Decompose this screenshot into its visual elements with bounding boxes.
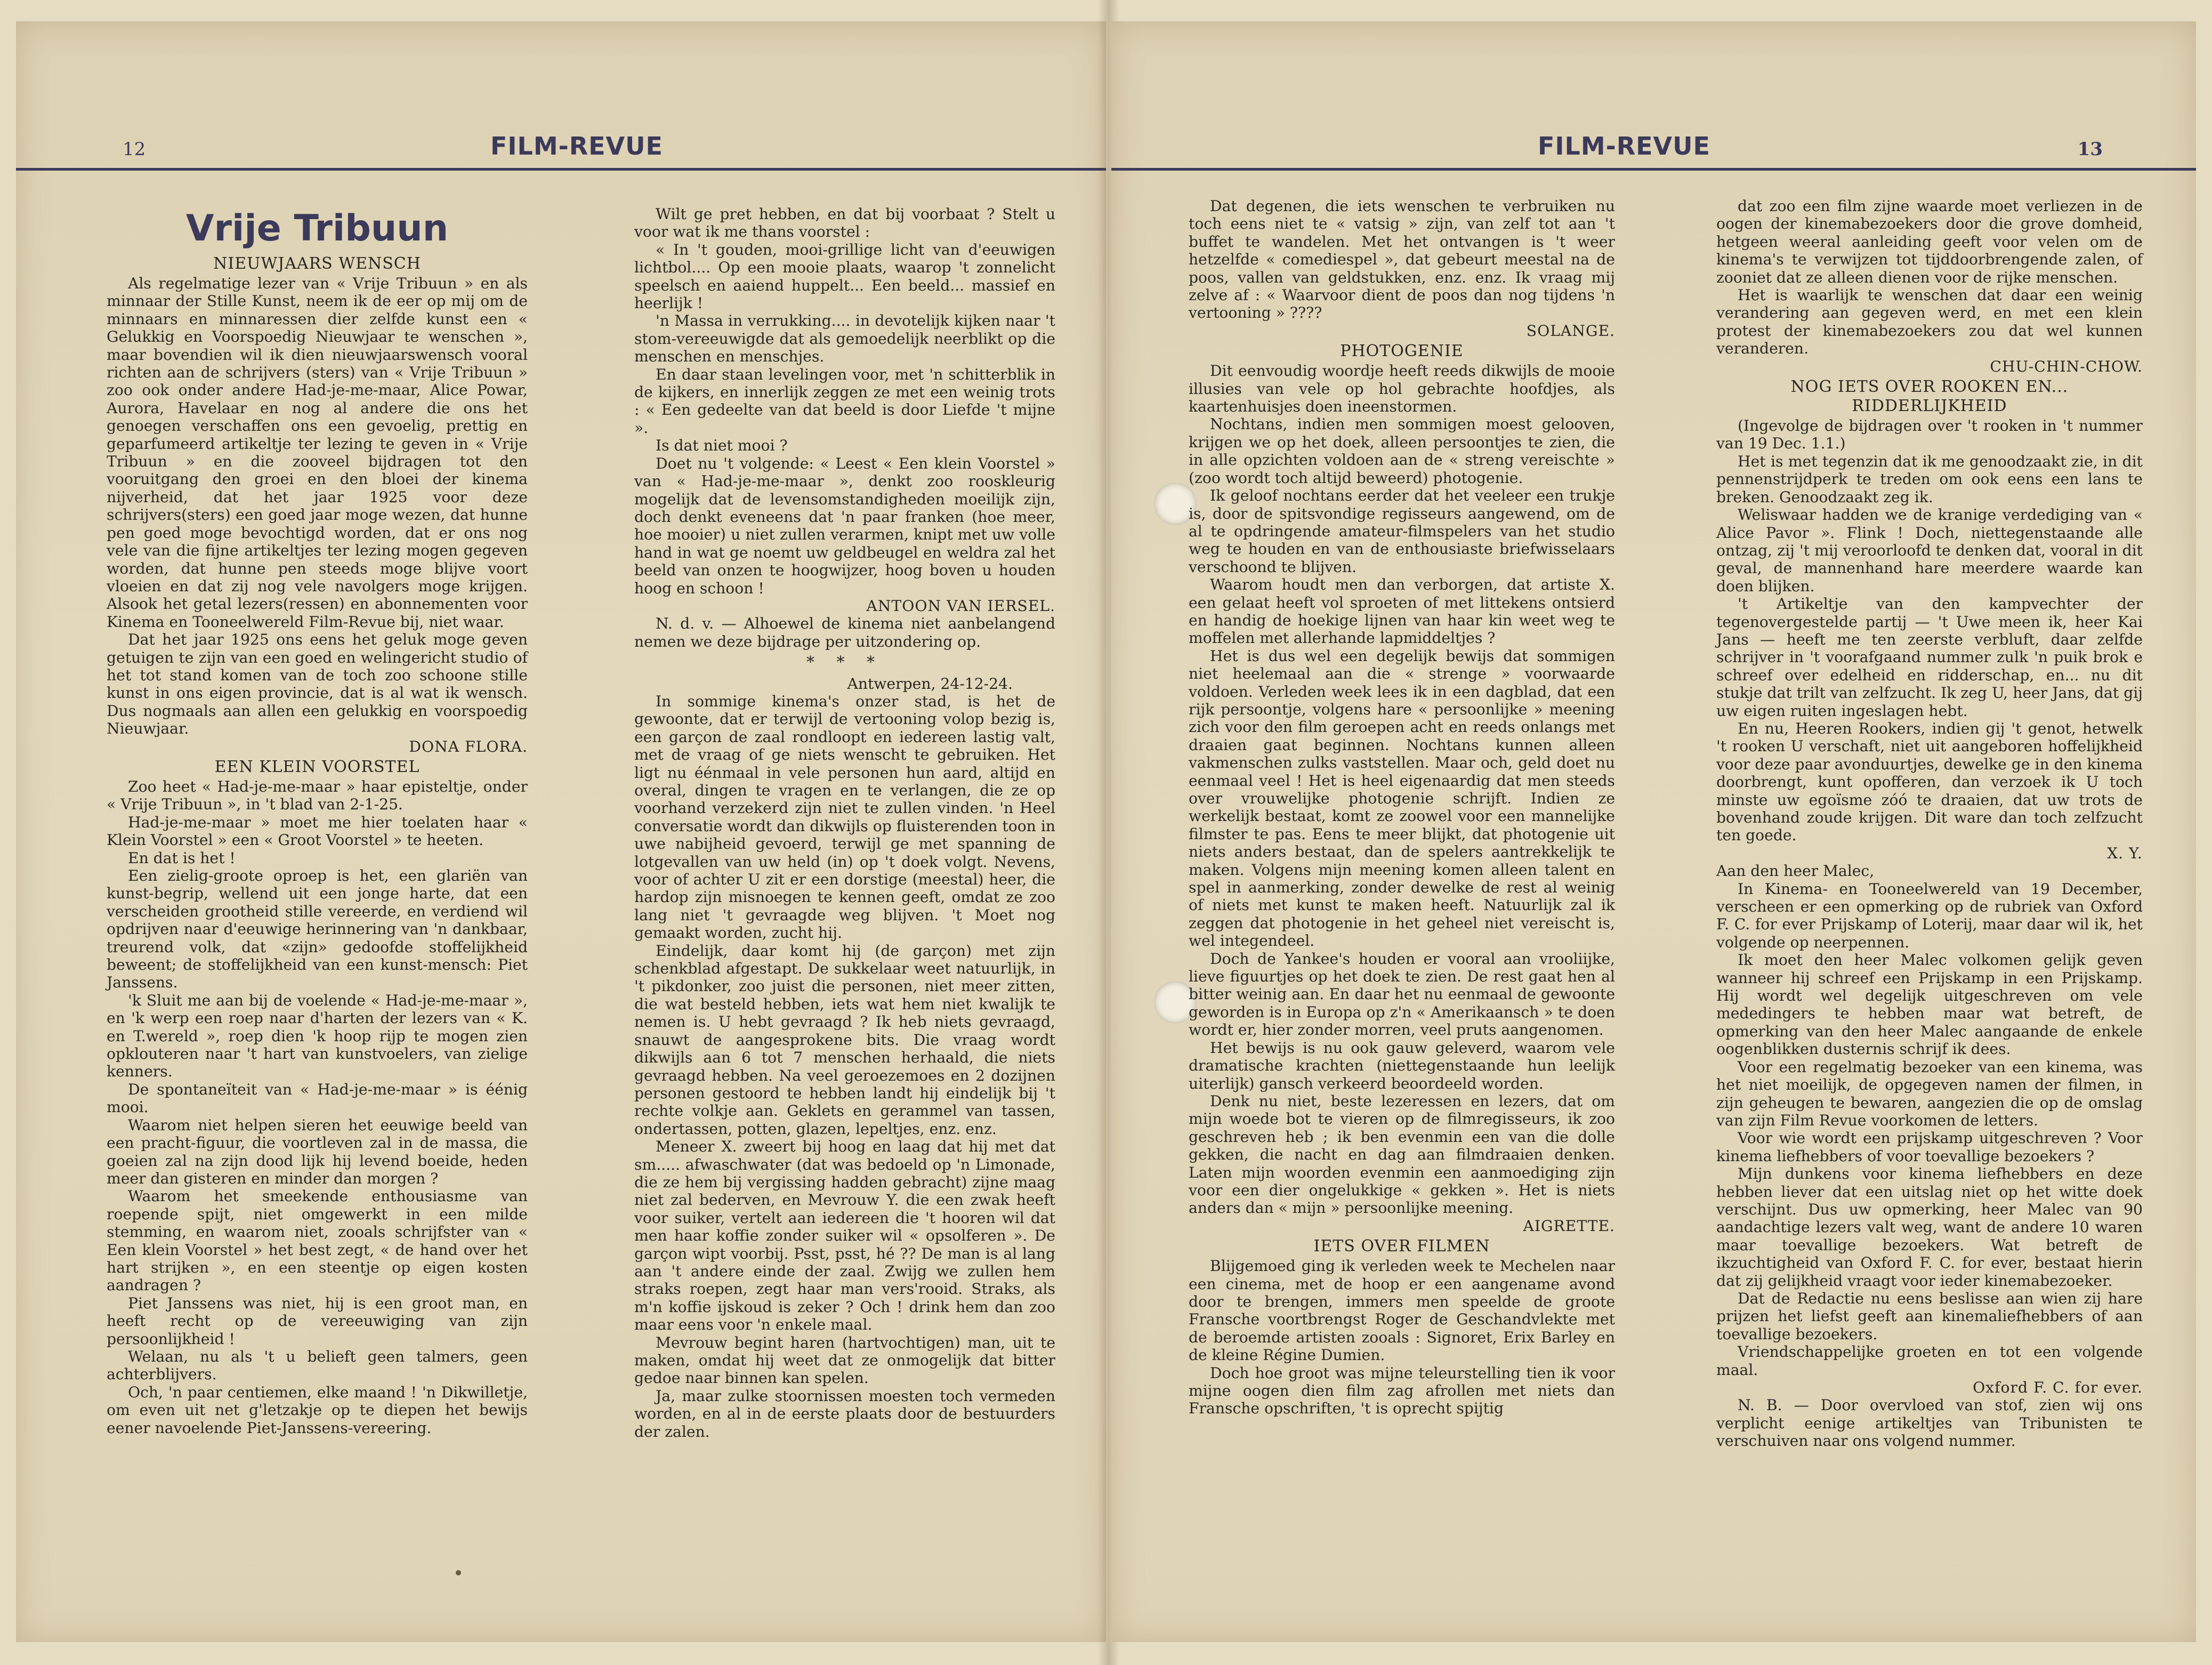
- paragraph: Zoo heet « Had-je-me-maar » haar episteltje, onder « Vrije Tribuun », in 't blad van 2-1-25.: [107, 777, 528, 814]
- signature: CHU-CHIN-CHOW.: [1990, 357, 2143, 375]
- left-page-header: [16, 131, 1106, 171]
- paragraph: Blijgemoed ging ik verleden week te Mechelen naar een cinema, met de hoop er een aangename avond door te brengen, immers men speelde de groote Fransche voortbrengst Roger de Geschandvlekte met de beroemde artisten zooals : Signoret, Erix Barley en de kleine Régine Dumien.: [1189, 1257, 1615, 1364]
- paragraph: Is dat niet mooi ?: [656, 437, 788, 455]
- paragraph: Het is met tegenzin dat ik me genoodzaakt zie, in dit pennenstrijdperk te treden om ook eens een lans te breken. Genoodzaakt zeg ik.: [1716, 452, 2143, 506]
- paragraph: Mijn dunkens voor kinema liefhebbers en deze hebben liever dat een uitslag niet op het witte doek verschijnt. Dus uw opmerking, heer Malec van 90 aandachtige lezers valt weg, want de andere 10 waren maar toevallige bezoekers. Wat betreft de ikzuchtigheid van Oxford F. C. for ever, bestaat hierin dat zij gelijkheid vraagt voor ieder kinemabezoeker.: [1716, 1165, 2143, 1290]
- paragraph: Ik geloof nochtans eerder dat het veeleer een trukje is, door de spitsvondige regisseurs aangewend, om de al te opdringende amateur-filmspelers van het studio weg te houden en van de enthousiaste briefwisselaars verschoond te blijven.: [1189, 487, 1615, 576]
- paragraph: (Ingevolge de bijdragen over 't rooken in 't nummer van 19 Dec. 1.1.): [1716, 417, 2143, 453]
- paragraph: En dat is het !: [128, 849, 236, 867]
- article-heading: NOG IETS OVER ROOKEN EN... RIDDERLIJKHEID: [1790, 377, 2069, 416]
- paragraph: Als regelmatige lezer van « Vrije Tribuun » en als minnaar der Stille Kunst, neem ik de eer op mij om de minnaars en minnaressen dier zelfde kunst een « Gelukkig en Voorspoedig Nieuwjaar te wenschen », maar bovendien wil ik dien nieuwjaarswensch vooral richten aan de schrijvers (sters) van « Vrije Tribuun » zoo ook onder andere Had-je-me-maar, Alice Powar, Aurora, Havelaar en nog al andere die ons het genoegen verschaffen ons een gevoelig, prettig en geparfumeerd artikeltje ter lezing te geven in « Vrije Tribuun » en die zooveel bijdragen tot den vooruitgang den groei en den bloei der kinema nijverheid, dat het jaar 1925 voor deze schrijvers(sters) een goed jaar moge wezen, dat hunne pen goed moge bevochtigd worden, dat er ons nog vele van die fijne artikeltjes ter lezing mogen gegeven worden, dat hunne pen steeds moge blijve voort vloeien en dat zij nog vele navolgers moge krijgen. Alsook het getal lezers(ressen) en abonnementen voor Kinema en Tooneelwereld Film-Revue bij, niet waar.: [107, 275, 528, 631]
- paragraph: In Kinema- en Tooneelwereld van 19 December, verscheen er een opmerking op de rubriek van Oxford F. C. for ever Prijskamp of Loterij, maar daar wil ik, het volgende op neerpennen.: [1716, 880, 2143, 951]
- paragraph: Ik moet den heer Malec volkomen gelijk geven wanneer hij schreef een Prijskamp in een Prijskamp. Hij wordt wel degelijk uitgeschreven om vele mededingers te hebben maar wat betreft, de opmerking van den heer Malec aangaande de enkele oogenblikken dusternis schrijf ik dees.: [1716, 951, 2143, 1058]
- paragraph: Och, 'n paar centiemen, elke maand ! 'n Dikwilletje, om even uit net g'letzakje op te diepen het bewijs eener navoelende Piet-Janssens-vereering.: [107, 1383, 528, 1437]
- paragraph: Nochtans, indien men sommigen moest gelooven, krijgen we op het doek, alleen persoontjes te zien, die in alle opzichten voldoen aan de « streng vereischte » (zoo wordt toch altijd beweerd) photogenie.: [1189, 415, 1615, 487]
- dateline: Antwerpen, 24-12-24.: [847, 674, 1013, 693]
- paragraph: Het bewijs is nu ook gauw geleverd, waarom vele dramatische krachten (niettegenstaande hun leelijk uiterlijk) gansch verkeerd beoordeeld worden.: [1189, 1039, 1615, 1092]
- signature: X. Y.: [2107, 844, 2143, 862]
- paragraph: Doet nu 't volgende: « Leest « Een klein Voorstel » van « Had-je-me-maar », denkt zoo rooskleurig mogelijk dat de levensomstandigheden moeilijk zijn, doch denkt eveneens dat 'n paar franken (hoe meer, hoe mooier) u niet zullen verarmen, knipt met uw volle hand in wat ge noemt uw geldbeugel en weldra zal het beeld van onzen te hoogwijzer, hoog boven u houden hoog en schoon !: [634, 454, 1055, 597]
- signature: Oxford F. C. for ever.: [1973, 1379, 2143, 1396]
- paragraph: Voor wie wordt een prijskamp uitgeschreven ? Voor kinema liefhebbers of voor toevallige bezoekers ?: [1716, 1129, 2143, 1165]
- paragraph: Dat degenen, die iets wenschen te verbruiken nu toch eens niet te « vatsig » zijn, van zelf tot aan 't buffet te wandelen. Met het ontvangen is 't weer hetzelfde « comediespel », dat gebeurt meestal na de poos, vallen van geldstukken, enz. enz. Ik vraag mij zelve af : « Waarvoor dient de poos dan nog tijdens 'n vertooning » ????: [1189, 197, 1615, 322]
- article-heading: IETS OVER FILMEN: [1313, 1237, 1490, 1256]
- paragraph: Welaan, nu als 't u belieft geen talmers, geen achterblijvers.: [107, 1347, 528, 1384]
- paragraph: dat zoo een film zijne waarde moet verliezen in de oogen der kinemabezoekers door die grove domheid, hetgeen weeral aanleiding geeft voor velen om de kinema's te verwijzen tot tijddoorbrengende zalen, of zooniet dat ze alleen dienen voor de rijke menschen.: [1716, 197, 2143, 286]
- paragraph: Piet Janssens was niet, hij is een groot man, en heeft recht op de vereeuwiging van zijn persoonlijkheid !: [107, 1294, 528, 1348]
- paragraph: En daar staan levelingen voor, met 'n schitterblik in de kijkers, en innerlijk zeggen ze met een weinig trots : « Een gedeelte van dat beeld is door Liefde 't mijne ».: [634, 365, 1055, 437]
- paragraph: Dat de Redactie nu eens beslisse aan wien zij hare prijzen het liefst geeft aan kinemaliefhebbers of aan toevallige bezoekers.: [1716, 1289, 2143, 1343]
- paragraph: Waarom niet helpen sieren het eeuwige beeld van een pracht-figuur, die voortleven zal in de massa, die goeien zal na zijn dood lijk hij levend boeide, heden meer dan gisteren en minder dan morgen ?: [107, 1116, 528, 1187]
- paragraph: Het is dus wel een degelijk bewijs dat sommigen niet heelemaal aan die « strenge » voorwaarde voldoen. Verleden week lees ik in een dagblad, dat een rijk persoontje, volgens hare « persoonlijke » meening zich voor den film geroepen acht en reeds onlangs met draaien gaat beginnen. Nochtans kunnen alleen vakmenschen zulks vaststellen. Maar och, geld doet nu eenmaal veel ! Het is heel eigenaardig dat men steeds over vrouwelijke photogenie schrijft. Indien ze werkelijk bestaat, komt ze zoowel voor een mannelijke filmster te pas. Eens te meer blijkt, dat photogenie uit niets anders bestaat, dan de spelers aantrekkelijk te maken. Volgens mijn meening komen alleen talent en spel in aanmerking, zonder dewelke de rest al weinig of niets met kunst te maken heeft. Natuurlijk zal ik zeggen dat photogenie in het geheel niet vereischt is, wel integendeel.: [1189, 647, 1615, 950]
- signature: ANTOON VAN IERSEL.: [866, 597, 1055, 615]
- right-page-number: 13: [2077, 139, 2103, 160]
- article-heading: PHOTOGENIE: [1340, 342, 1464, 361]
- paragraph: Mevrouw begint haren (hartvochtigen) man, uit te maken, omdat hij weet dat ze onmogelijk dat bitter gedoe naar binnen kan spelen.: [634, 1333, 1055, 1387]
- signature: AIGRETTE.: [1523, 1217, 1615, 1235]
- paragraph: Meneer X. zweert bij hoog en laag dat hij met dat sm..... afwaschwater (dat was bedoeld op 'n Limonade, die ze hem bij vergissing hadden gebracht) zijne maag niet zal bederven, en Mevrouw Y. die een zwak heeft voor suiker, vertelt aan iedereen die 't hooren wil dat men haar koffie zonder suiker wil « opsolferen ». De garçon wipt voorbij. Psst, psst, hé ?? De man is al lang aan 't andere einde der zaal. Zwijg we zullen hem straks roepen, zegt haar man vers'rooid. Straks, als m'n koffie ijskoud is zeker ? Och ! drink hem dan zoo maar eens voor 'n enkele maal.: [634, 1138, 1055, 1334]
- footnote: N. B. — Door overvloed van stof, zien wij ons verplicht eenige artikeltjes van Tribunisten te verschuiven naar ons volgend nummer.: [1716, 1396, 2143, 1450]
- paragraph: Had-je-me-maar » moet me hier toelaten haar « Klein Voorstel » een « Groot Voorstel » te heeten.: [107, 813, 528, 849]
- section-divider: * * *: [806, 653, 884, 672]
- column-3: [1189, 197, 1615, 1418]
- paragraph: 't Artikeltje van den kampvechter der tegenovergestelde partij — 't Uwe meen ik, heer Kai Jans — heeft me ten zeerste verbluft, daar zelfde schrijver in 't voorafgaand nummer zulk 'n puik brok e schreef over edelheid en ridderschap, en... nu dit stukje dat trilt van zelfzucht. Ik zeg U, heer Jans, dat gij uw eigen ruiten ingeslagen hebt.: [1716, 595, 2143, 720]
- paragraph: Voor een regelmatig bezoeker van een kinema, was het niet moeilijk, de opgegeven namen der filmen, in zijn geheugen te bewaren, aangezien die op de omslag van zijn Film Revue voorkomen de letters.: [1716, 1058, 2143, 1129]
- paragraph: Ja, maar zulke stoornissen moesten toch vermeden worden, en al in de eerste plaats door de bestuurders der zalen.: [634, 1387, 1055, 1441]
- paragraph: De spontaneïteit van « Had-je-me-maar » is éénig mooi.: [107, 1080, 528, 1116]
- paragraph: Weliswaar hadden we de kranige verdediging van « Alice Pavor ». Flink ! Doch, niettegenstaande alle ontzag, zij 't mij veroorloofd te denken dat, vooral in dit geval, de mannenhand hare meerdere waarde kan doen blijken.: [1716, 506, 2143, 595]
- column-2: [634, 205, 1055, 1441]
- section-title: Vrije Tribuun: [185, 207, 449, 250]
- column-4: [1716, 197, 2143, 1450]
- salutation: Aan den heer Malec,: [1716, 862, 1875, 880]
- left-page: [16, 21, 1106, 1642]
- paragraph: Dat het jaar 1925 ons eens het geluk moge geven getuigen te zijn van een goed en welingericht studio of het tot stand komen van de toch zoo schoone stille kunst in ons eigen provincie, dat is al wat ik wensch. Dus nogmaals aan allen een gelukkig en voorspoedig Nieuwjaar.: [107, 631, 528, 738]
- column-1: [107, 205, 528, 1437]
- paragraph: Een zielig-groote oproep is het, een glariën van kunst-begrip, wellend uit een jonge harte, dat een verscheiden grootheid stille vereerde, en verdiend wil opdrijven naar d'eeuwige herinnering van 'n dankbaar, treurend volk, dat «zijn» gedoofde stoffelijkheid beweent; de stoffelijkheid van een kunst-mensch: Piet Janssens.: [107, 867, 528, 992]
- paragraph: Denk nu niet, beste lezeressen en lezers, dat om mijn woede bot te vieren op de filmregisseurs, ik zoo geschreven heb ; ik ben evenmin een van die dolle gekken, die nacht en dag aan filmdraaien denken. Laten mijn woorden evenmin een aanmoediging zijn voor een dier ongelukkige « gekken ». Het is niets anders dan « mijn » persoonlijke meening.: [1189, 1092, 1615, 1217]
- right-running-title: FILM-REVUE: [1538, 132, 1710, 160]
- right-page-header: [1111, 131, 2196, 171]
- paragraph: Doch hoe groot was mijne teleurstelling tien ik voor mijne oogen dien film zag afrollen met niets dan Fransche opschriften, 't is oprecht spijtig: [1189, 1364, 1615, 1418]
- paragraph: Waarom houdt men dan verborgen, dat artiste X. een gelaat heeft vol sproeten of met littekens ontsierd en handig de hoekige lijnen van haar kin weet weg te moffelen met allerhande lapmiddeltjes ?: [1189, 576, 1615, 647]
- left-running-title: FILM-REVUE: [490, 132, 663, 160]
- left-page-number: 12: [123, 139, 146, 160]
- paragraph: Vriendschappelijke groeten en tot een volgende maal.: [1716, 1343, 2143, 1379]
- article-heading: EEN KLEIN VOORSTEL: [214, 757, 420, 776]
- signature: DONA FLORA.: [409, 737, 528, 755]
- paragraph: Doch de Yankee's houden er vooral aan vrooliijke, lieve figuurtjes op het doek te zien. De rest gaat hen al bitter weinig aan. En daar het nu eenmaal de gewoonte geworden is in Europa op z'n « Amerikaansch » te doen wordt er, hier zonder morren, veel pruts aangenomen.: [1189, 950, 1615, 1039]
- paragraph: Het is waarlijk te wenschen dat daar een weinig verandering aan gegeven werd, en met een klein protest der kinemabezoekers zou dat wel kunnen veranderen.: [1716, 286, 2143, 358]
- paragraph: Waarom het smeekende enthousiasme van roepende spijt, niet omgewerkt in een milde stemming, en waarom niet, zooals schrijfster van « Een klein Voorstel » het best zegt, « de hand over het hart strijken », en een steentje op eigen kosten aandragen ?: [107, 1187, 528, 1294]
- signature: SOLANGE.: [1526, 321, 1615, 340]
- paragraph: Wilt ge pret hebben, en dat bij voorbaat ? Stelt u voor wat ik me thans voorstel :: [634, 205, 1055, 241]
- ink-dot: [456, 1570, 461, 1575]
- paragraph: 'k Sluit me aan bij de voelende « Had-je-me-maar », en 'k werp een roep naar d'harten der lezers van « K. en T.wereld », roep dien 'k hoop rijp te mogen zien opklouteren naar 't hart van kunstvoelers, van zielige kenners.: [107, 991, 528, 1081]
- article-heading: NIEUWJAARS WENSCH: [213, 254, 421, 273]
- paragraph: Eindelijk, daar komt hij (de garçon) met zijn schenkblad afgestapt. De sukkelaar weet natuurlijk, in 't pikdonker, zoo juist die personen, niet meer zitten, die wat besteld hebben, iets wat hem niet kwalijk te nemen is. U hebt gevraagd ? Ik heb niets gevraagd, snauwt de aangesprokene bits. Die vraag wordt dikwijls aan 6 tot 7 menschen herhaald, die niets gevraagd hebben. Na veel geroezemoes en 2 dozijnen personen gestoord te hebben landt hij eindelijk bij 't rechte volkje aan. Geklets en gerammel van tassen, ondertassen, potten, glazen, lepeltjes, enz. enz.: [634, 942, 1055, 1138]
- paragraph: En nu, Heeren Rookers, indien gij 't genot, hetwelk 't rooken U verschaft, niet uit aangeboren hoffelijkheid voor deze paar avonduurtjes, dewelke ge in den kinema doorbrengt, kunt opofferen, dan verzoek ik U toch minste uw egoïsme zóó te draaien, dat uw trots de bovenhand zoude krijgen. Dit ware dan toch zelfzucht ten goede.: [1716, 719, 2143, 844]
- paragraph: Dit eenvoudig woordje heeft reeds dikwijls de mooie illusies van vele op hol gebrachte hoofdjes, als kaartenhuisjes doen ineenstormen.: [1189, 362, 1615, 416]
- paragraph: In sommige kinema's onzer stad, is het de gewoonte, dat er terwijl de vertooning volop bezig is, een garçon de zaal rondloopt en iedereen lastig valt, met de vraag of ge niets wenscht te gebruiken. Het ligt nu éénmaal in vele personen hun aard, altijd en overal, dingen te vragen en te verlangen, die ze op voorhand verzekerd zijn niet te zullen vinden. 'n Heel conversatie wordt dan dikwijls op fluisterenden toon in uwe nabijheid gevoerd, terwijl ge met spanning de lotgevallen van uw held (in) op 't doek volgt. Nevens, voor of achter U zit er een dorstige (meestal) heer, die hardop zijn misnoegen te kennen geeft, omdat ze zoo lang niet 't gevraagde weg blijven. 't Moet nog gemaakt worden, zucht hij.: [634, 692, 1055, 942]
- editor-note: N. d. v. — Alhoewel de kinema niet aanbelangend nemen we deze bijdrage per uitzondering op.: [634, 615, 1055, 650]
- paragraph: « In 't gouden, mooi-grillige licht van d'eeuwigen lichtbol.... Op een mooie plaats, waarop 't zonnelicht speelsch en aaiend huppelt... Een beeld... massief en heerlijk !: [634, 240, 1055, 312]
- right-page: [1111, 21, 2196, 1642]
- paragraph: 'n Massa in verrukking.... in devotelijk kijken naar 't stom-vereeuwigde dat als gemoedelijk neerblikt op die menschen en menschjes.: [634, 312, 1055, 366]
